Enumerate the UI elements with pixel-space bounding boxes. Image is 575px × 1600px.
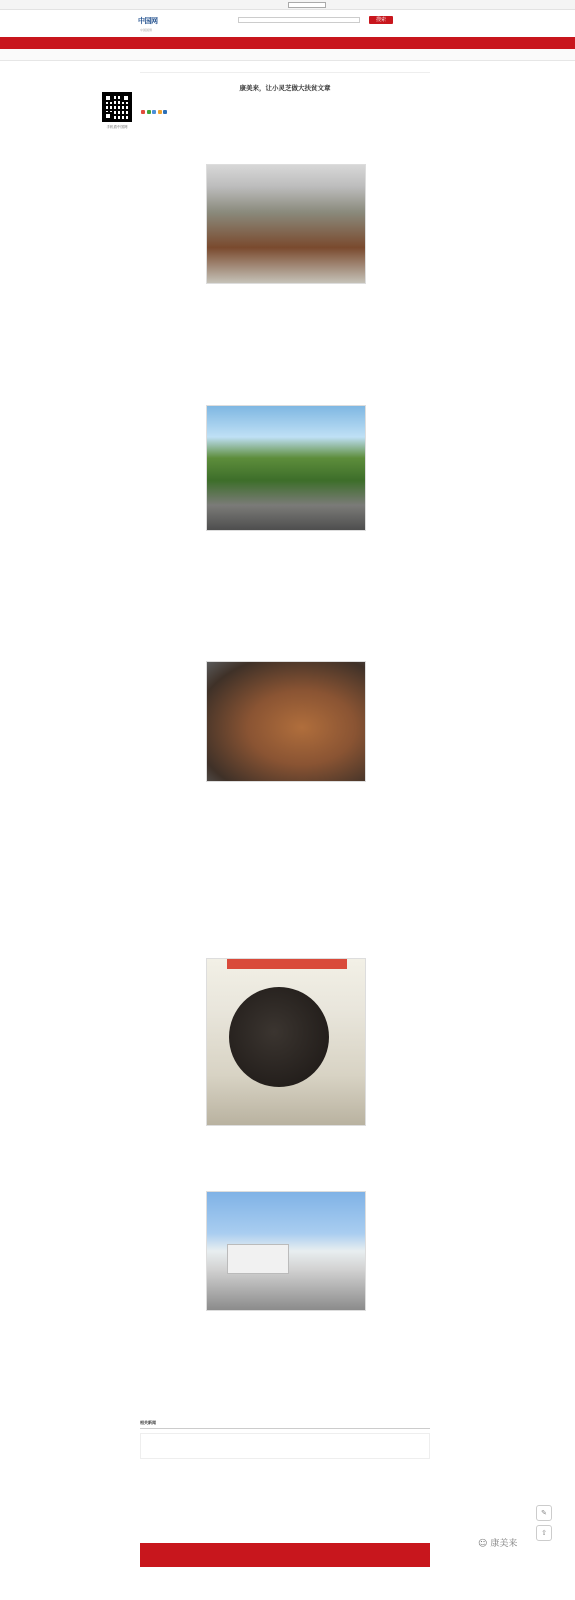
article-title: 康美来，让小灵芝做大扶贫文章 [239,84,331,92]
site-logo[interactable] [138,15,158,26]
article-photo-giant-lingzhi [206,958,366,1126]
related-news-list [140,1433,430,1459]
giant-lingzhi [229,987,329,1087]
article-photo-visit [206,405,366,531]
qzone-icon[interactable] [158,110,162,114]
share-bar [141,110,167,114]
search-button[interactable]: 搜索 [369,16,393,24]
article-photo-lingzhi [206,661,366,782]
site-footer [140,1543,430,1567]
watermark-text: 康美来 [490,1539,518,1549]
top-utility-bar [0,0,575,10]
photo-banner [227,959,347,969]
share-more-icon[interactable] [163,110,167,114]
main-nav-bar [0,37,575,49]
wechat-share-icon[interactable] [147,110,151,114]
qq-icon[interactable] [152,110,156,114]
qr-caption: 手机看中国网 [106,125,128,129]
weibo-icon[interactable] [141,110,145,114]
logo-subtitle: 中国国情 [140,28,153,32]
site-header [0,10,575,36]
article-photo-greenhouse [206,164,366,284]
related-news [140,1420,430,1459]
wechat-watermark [478,1536,517,1549]
qr-sidebar [100,92,134,130]
article-photo-base-gate [206,1191,366,1311]
floating-tools [536,1505,552,1545]
wechat-icon: ☺ [478,1539,488,1549]
breadcrumb [140,64,430,73]
related-news-heading: 相关新闻 [140,1420,430,1429]
back-to-top-icon[interactable]: ⇧ [536,1525,552,1541]
base-gate-sign [227,1244,289,1274]
main-search-input[interactable] [238,17,360,23]
logo-text: 中国网 [138,16,158,25]
share-float-icon[interactable]: ✎ [536,1505,552,1521]
article-header [150,78,420,92]
sub-nav-bar [0,49,575,61]
qr-code-icon [102,92,132,122]
top-search-input[interactable] [288,2,326,8]
